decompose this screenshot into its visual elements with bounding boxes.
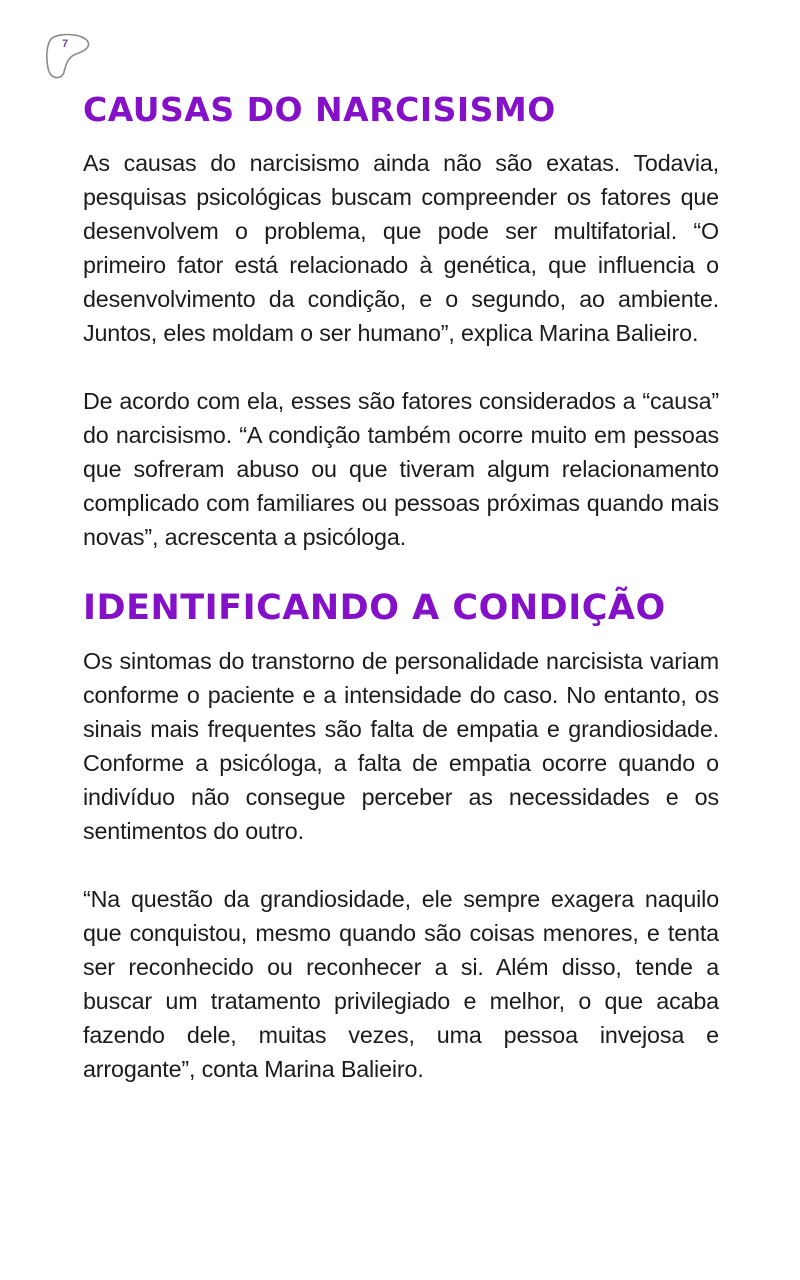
paragraph-identificando-1: Os sintomas do transtorno de personalidade narcisista variam conforme o paciente e a intensidade do caso. No entanto, os sinais mais frequentes são falta de empatia e grandiosidade. Conforme a psicóloga, a falta de empatia ocorre quando o indivíduo não consegue perceber as necessidades e os sentimentos do outro.: [83, 648, 719, 844]
section-title-identificando: IDENTIFICANDO A CONDIÇÃO: [83, 588, 666, 628]
paragraph-causas-2: De acordo com ela, esses são fatores considerados a “causa” do narcisismo. “A condição também ocorre muito em pessoas que sofreram abuso ou que tiveram algum relacionamento complicado com familiares ou pessoas próximas quando mais novas”, acrescenta a psicóloga.: [83, 388, 719, 550]
article-body: [83, 88, 719, 1086]
paragraph-causas-1: As causas do narcisismo ainda não são exatas. Todavia, pesquisas psicológicas buscam compreender os fatores que desenvolvem o problema, que pode ser multifatorial. “O primeiro fator está relacionado à genética, que influencia o desenvolvimento da condição, e o segundo, ao ambiente. Juntos, eles moldam o ser humano”, explica Marina Balieiro.: [83, 150, 719, 346]
section-title-causas: CAUSAS DO NARCISISMO: [83, 90, 556, 129]
page-number-badge-icon: [40, 28, 96, 84]
paragraph-identificando-2: “Na questão da grandiosidade, ele sempre exagera naquilo que conquistou, mesmo quando são coisas menores, e tenta ser reconhecido ou reconhecer a si. Além disso, tende a buscar um tratamento privilegiado e melhor, o que acaba fazendo dele, muitas vezes, uma pessoa invejosa e arrogante”, conta Marina Balieiro.: [83, 886, 719, 1082]
page-number: 7: [62, 38, 69, 50]
